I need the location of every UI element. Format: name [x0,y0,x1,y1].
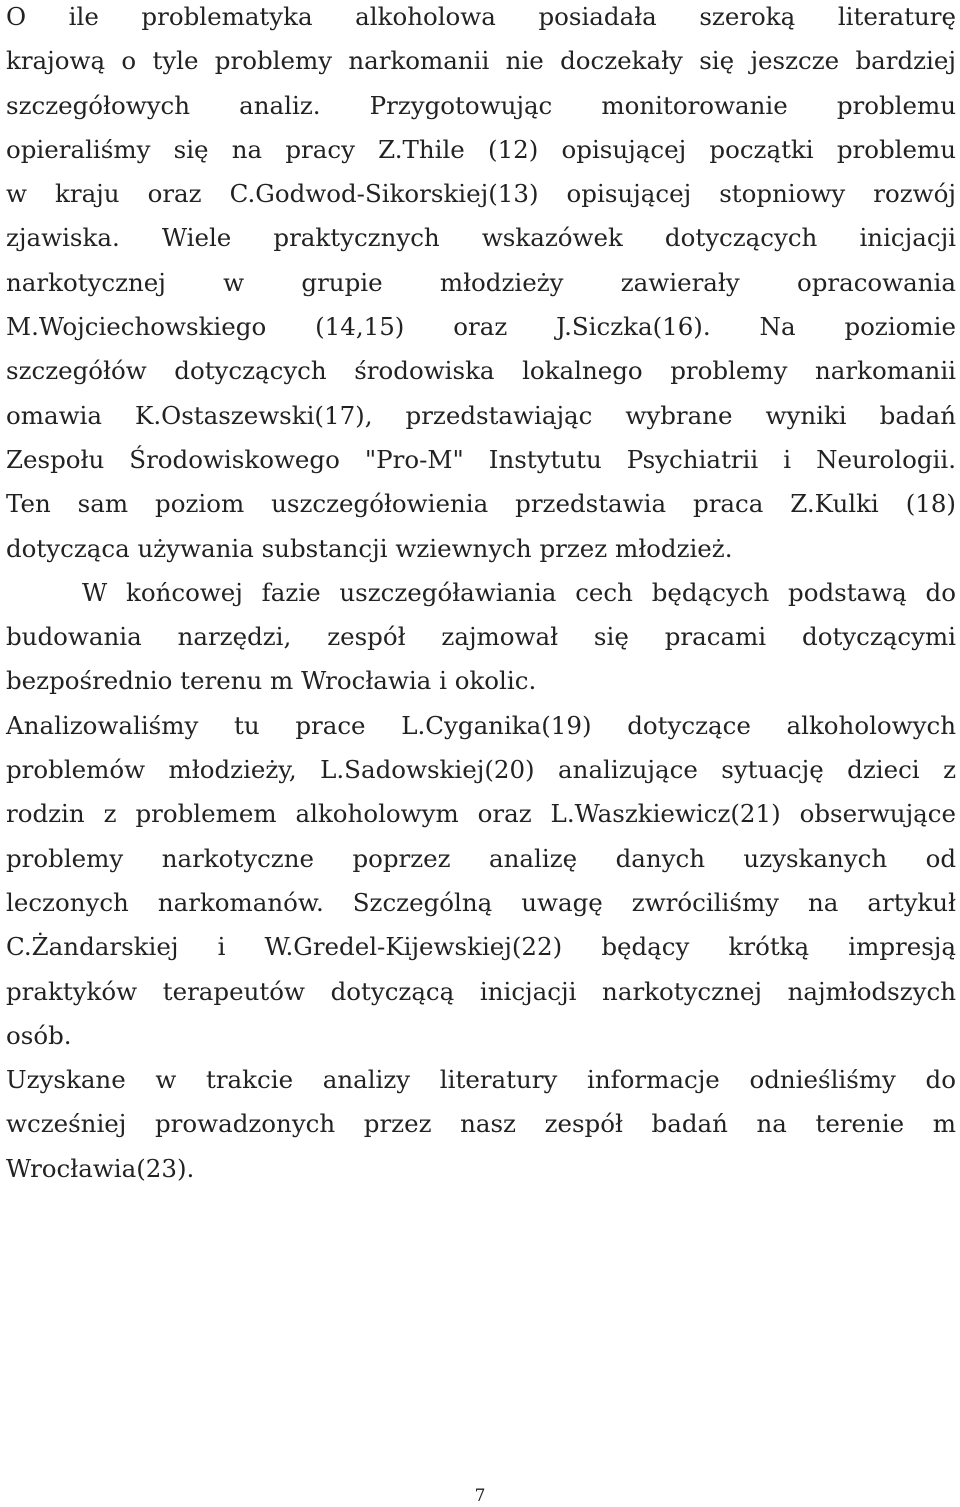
text-line: opieraliśmy się na pracy Z.Thile (12) opisującej początki problemu [6,134,956,164]
text-line: budowania narzędzi, zespół zajmował się pracami dotyczącymi [6,622,956,652]
text-line: szczegółów dotyczących środowiska lokalnego problemy narkomanii [6,356,956,386]
text-line: Zespołu Środowiskowego "Pro-M" Instytutu Psychiatrii i Neurologii. [6,444,956,474]
text-line: Ten sam poziom uszczegółowienia przedstawia praca Z.Kulki (18) [6,489,956,519]
text-line: Wrocławia(23). [6,1153,195,1183]
text-line: omawia K.Ostaszewski(17), przedstawiając wybrane wyniki badań [6,400,956,430]
text-line: Analizowaliśmy tu prace L.Cyganika(19) dotyczące alkoholowych [6,710,956,740]
paragraph-3 [6,709,956,1063]
text-line: O ile problematyka alkoholowa posiadała szeroką literaturę [6,2,956,31]
text-line: osób. [6,1020,72,1050]
page-number: 7 [474,1486,486,1506]
text-line: C.Żandarskiej i W.Gredel-Kijewskiej(22) będący krótką impresją [6,932,956,962]
text-line: Uzyskane w trakcie analizy literatury informacje odnieśliśmy do [6,1065,956,1095]
text-line: bezpośrednio terenu m Wrocławia i okolic. [6,666,537,696]
text-line: zjawiska. Wiele praktycznych wskazówek dotyczących inicjacji [6,223,956,253]
text-line: M.Wojciechowskiego (14,15) oraz J.Siczka(16). Na poziomie [6,312,956,342]
text-line: szczegółowych analiz. Przygotowując monitorowanie problemu [6,90,956,120]
text-line: rodzin z problemem alkoholowym oraz L.Waszkiewicz(21) obserwujące [6,799,956,829]
text-line: problemów młodzieży, L.Sadowskiej(20) analizujące sytuację dzieci z [6,755,956,785]
body-text [6,0,956,1196]
paragraph-4 [6,1063,956,1196]
text-line: w kraju oraz C.Godwod-Sikorskiej(13) opisującej stopniowy rozwój [6,179,956,209]
paragraph-2 [6,576,956,709]
text-line: dotycząca używania substancji wziewnych przez młodzież. [6,533,733,563]
text-line: problemy narkotyczne poprzez analizę danych uzyskanych od [6,843,956,873]
text-line: praktyków terapeutów dotyczącą inicjacji narkotycznej najmłodszych [6,976,956,1006]
text-line: leczonych narkomanów. Szczególną uwagę zwróciliśmy na artykuł [6,887,956,917]
text-line: wcześniej prowadzonych przez nasz zespół badań na terenie m [6,1109,956,1139]
text-line: W końcowej fazie uszczegóławiania cech będących podstawą do [82,577,956,607]
paragraph-1 [6,0,956,576]
text-line: narkotycznej w grupie młodzieży zawierały opracowania [6,267,956,297]
text-line: krajową o tyle problemy narkomanii nie doczekały się jeszcze bardziej [6,46,956,76]
